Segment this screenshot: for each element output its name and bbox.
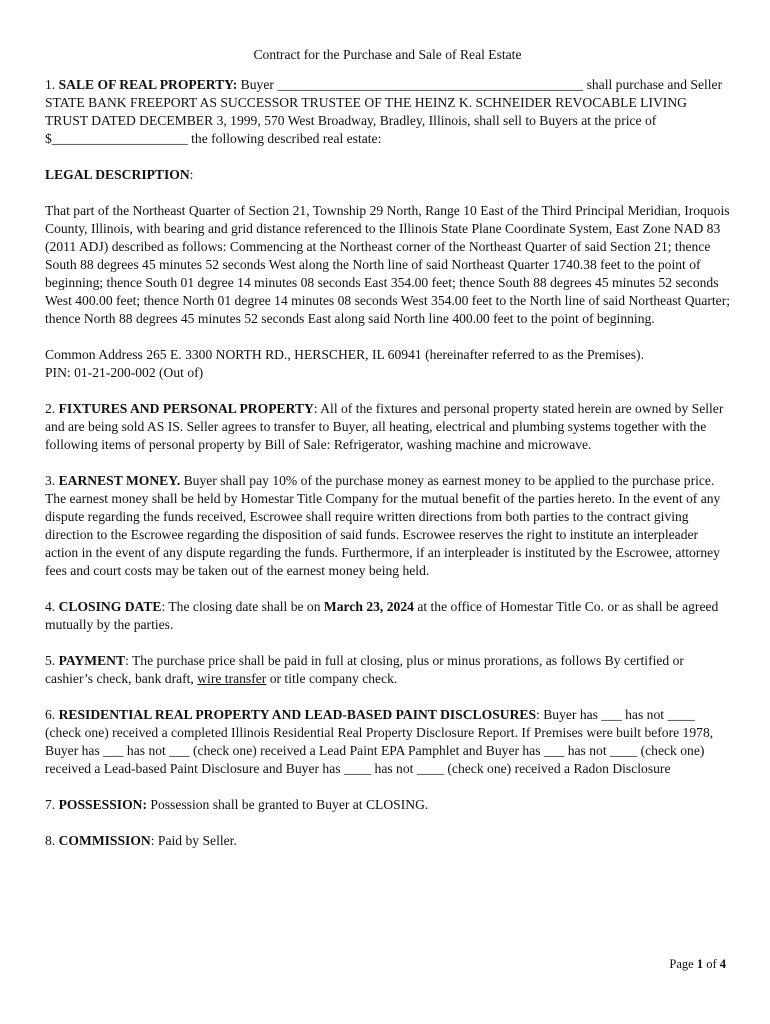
- section-number: 5.: [45, 653, 59, 668]
- section-text: the following described real estate:: [187, 131, 382, 146]
- section-number: 7.: [45, 797, 59, 812]
- section-text: : The purchase price shall be paid in full at closing, plus or minus prorations, as follows By certified or cashier’s check, bank draft,: [45, 653, 684, 686]
- page-word: Page: [669, 957, 697, 971]
- buyer-name-blank: _____________________________________________: [277, 77, 584, 92]
- section-text: at the office of Homestar Title Co. or as shall be agreed mutually by the parties.: [45, 599, 719, 632]
- section-heading: FIXTURES AND PERSONAL PROPERTY: [58, 401, 314, 416]
- section-text: shall: [583, 77, 613, 92]
- section-number: 1.: [45, 77, 56, 92]
- section-text: : Paid by Seller.: [150, 833, 237, 848]
- section-heading: EARNEST MONEY.: [58, 473, 181, 488]
- section-number: 2.: [45, 401, 59, 416]
- document-body: [45, 46, 730, 868]
- heading-colon: :: [189, 167, 194, 182]
- section-earnest-money: [45, 472, 730, 580]
- section-text: purchase and Seller STATE BANK FREEPORT AS SUCCESSOR TRUSTEE OF THE HEINZ K. SCHNEIDER REVOCABLE LIVING TRUST DATED DECEMBER 3, 1999, 570 West Broadway, Bradley, Illinois, shall sell to Buyers at the price of $: [45, 77, 723, 146]
- section-heading: SALE OF REAL PROPERTY:: [58, 77, 238, 92]
- section-number: 8.: [45, 833, 59, 848]
- section-number: 3.: [45, 473, 59, 488]
- section-disclosures: [45, 706, 730, 778]
- section-number: 6.: [45, 707, 59, 722]
- section-text: Buyer: [237, 77, 278, 92]
- section-heading: RESIDENTIAL REAL PROPERTY AND LEAD-BASED PAINT DISCLOSURES: [58, 707, 537, 722]
- page-number: [600, 955, 726, 973]
- pin-line: PIN: 01-21-200-002 (Out of): [45, 365, 204, 380]
- section-text: or title company check.: [266, 671, 398, 686]
- price-blank: ____________________: [51, 131, 188, 146]
- address-line: Common Address 265 E. 3300 NORTH RD., HERSCHER, IL 60941 (hereinafter referred to as the Premises).: [45, 347, 644, 362]
- legal-description-text: That part of the Northeast Quarter of Section 21, Township 29 North, Range 10 East of the Third Principal Meridian, Iroquois County, Illinois, with bearing and grid distance referenced to the Illinois State Plane Coordinate System, East Zone NAD 83 (2011 ADJ) described as follows: Commencing at the Northeast corner of the Northeast Quarter of said Section 21; thence South 88 degrees 45 minutes 52 seconds West along the North line of said Northeast Quarter 1740.38 feet to the point of beginning; thence South 01 degree 14 minutes 08 seconds East 354.00 feet; thence South 88 degrees 45 minutes 52 seconds West 400.00 feet; thence North 01 degree 14 minutes 08 seconds West 354.00 feet to the North line of said Northeast Quarter; thence North 88 degrees 45 minutes 52 seconds East along said North line 400.00 feet to the point of beginning.: [45, 203, 730, 326]
- document-title: Contract for the Purchase and Sale of Real Estate: [253, 47, 522, 62]
- section-text: : Buyer has ___ has not ____ (check one) received a completed Illinois Residential Real Property Disclosure Report. If Premises were built before 1978, Buyer has ___ has not ___ (check one) received a Lead Paint EPA Pamphlet and Buyer has ___ has not ____ (check one) received a Lead-based Paint Disclosure and Buyer has ____ has not ____ (check one) received a Radon Disclosure: [45, 707, 714, 776]
- section-text: Buyer shall pay 10% of the purchase money as earnest money to be applied to the purchase price. The earnest money shall be held by Homestar Title Company for the mutual benefit of the parties hereto. In the event of any dispute regarding the funds received, Escrowee shall require written directions from both parties to the contract giving direction to the Escrowee regarding the disposition of said funds. Escrowee reserves the right to institute an interpleader action in the event of any dispute regarding the funds. Furthermore, if an interpleader is instituted by the Escrowee, attorney fees and court costs may be taken out of the earnest money being held.: [45, 473, 721, 578]
- section-heading: LEGAL DESCRIPTION: [45, 167, 190, 182]
- section-text: : The closing date shall be on: [161, 599, 324, 614]
- section-heading: CLOSING DATE: [58, 599, 162, 614]
- total-pages: 4: [719, 957, 726, 971]
- section-sale-of-real-property: [45, 76, 730, 148]
- section-fixtures: [45, 400, 730, 454]
- section-heading: PAYMENT: [58, 653, 126, 668]
- section-text: Possession shall be granted to Buyer at CLOSING.: [147, 797, 429, 812]
- section-text: : All of the fixtures and personal property stated herein are owned by Seller and are being sold AS IS. Seller agrees to transfer to Buyer, all heating, electrical and plumbing systems together with the following items of personal property by Bill of Sale: Refrigerator, washing machine and microwave.: [45, 401, 724, 452]
- wire-transfer-text: wire transfer: [197, 671, 267, 686]
- common-address: [45, 346, 730, 382]
- section-possession: [45, 796, 730, 814]
- current-page: 1: [696, 957, 704, 971]
- section-number: 4.: [45, 599, 59, 614]
- closing-date-value: March 23, 2024: [323, 599, 414, 614]
- section-heading: POSSESSION:: [58, 797, 147, 812]
- section-closing-date: [45, 598, 730, 634]
- section-heading: COMMISSION: [58, 833, 151, 848]
- section-commission: [45, 832, 730, 850]
- legal-description-heading: [45, 166, 730, 184]
- section-payment: [45, 652, 730, 688]
- of-word: of: [703, 957, 720, 971]
